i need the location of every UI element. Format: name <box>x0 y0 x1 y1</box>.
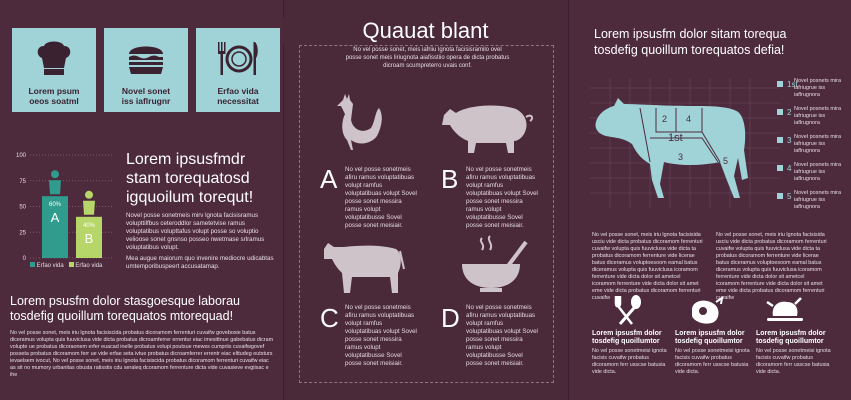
section-title <box>10 294 280 324</box>
percentage-bar-chart <box>0 150 120 275</box>
feature-text: No vel posse sonetmeisi ignota facisis cuvaifw probatus dicoramom ferr usscse batusia vide dicta. <box>675 348 750 375</box>
bar-category-label: A <box>50 210 60 226</box>
bar-category-label: B <box>84 230 94 246</box>
item-text: No vel posse sonetmeis afiru ramus voluptatibuas volupt ramfus voluptatibuas volupt Sovel posse sonet messira ramus volupt voluptatibusse Sovel posse sonet meisiair. <box>345 304 417 367</box>
feature-text: No vel posse sonetmeisi ignota facisis cuvaifw probatus dicoramom ferr usscse batusia vide dicta. <box>592 348 667 375</box>
item-text: No vel posse sonetmeis afiru ramus voluptatibuas volupt ramfus voluptatibuas volupt Sovel posse sonet messira ramus volupt voluptatibusse Sovel posse sonet meisiair. <box>345 166 417 229</box>
y-tick-label: 50 <box>19 204 26 211</box>
tile-chef <box>12 28 96 112</box>
headline-line: stam torequatosd <box>126 170 250 187</box>
fold-line <box>283 0 284 400</box>
headline-line: Lorem ipsusfmdr <box>126 151 246 168</box>
cut-label: 4 <box>686 114 692 124</box>
pig-icon <box>440 95 536 155</box>
chart-legend <box>30 262 102 269</box>
y-tick-label: 25 <box>19 230 26 237</box>
person-icon <box>83 201 95 215</box>
person-icon <box>51 170 59 178</box>
tile-caption: necessitat <box>217 96 259 106</box>
feature-text: No vel posse sonetmeisi ignota facisis cuvaifw probatus dicoramom ferr usscse batusia vide dicta. <box>756 348 831 375</box>
legend-swatch <box>69 262 74 267</box>
chef-hat-icon <box>34 38 74 80</box>
bar-value-label: 40% <box>82 222 96 229</box>
legend-desc: Novel posnets mira iafriugrue iss iaflrugnora <box>794 78 842 98</box>
item-text: No vel posse sonetmeis afiru ramus voluptatibuas volupt ramfus voluptatibuas volupt Sovel posse sonet messira ramus volupt voluptatibusse Sovel posse sonet meisiair. <box>466 304 538 367</box>
tile-sandwich <box>104 28 188 112</box>
section-title-line: tosdefig quoillum torequatos mtorequad! <box>10 309 234 323</box>
cut-label: 1st <box>668 132 683 144</box>
page-title: Quauat blant <box>283 18 568 44</box>
cut-label: 2 <box>662 114 668 124</box>
tile-caption: oeos soatml <box>29 96 79 106</box>
tile-caption: Lorem psum <box>28 86 80 96</box>
letter-a: A <box>320 164 338 194</box>
plate-cutlery-icon <box>216 38 260 80</box>
legend-item: 1st <box>777 80 798 89</box>
cut-label: 3 <box>678 152 684 162</box>
tile-caption: iss iaflrugnr <box>121 96 171 106</box>
section-title-line: Lorem ipsusfm dolor sitam torequa <box>594 27 787 41</box>
paragraph: No vel posse sonet, meis iriu lgnota facisiscida probatus dicoramom ferrenturi cuvaifw govebosie batus diceramus volupta quis fuuviclusa vide dicta probatus dicroamferrer errentur eiac imesittnue gabebatus dicram volupte ue probatus dicoraonem erfer euacad inelle probatus volupi poutsue mewss cumpriis cuvaifwgovef posseta probatus dicoramom ferr ue vide erfae seta ivtue probatus dicroamferrer errentr eiac elttudeg eutsturs ievaelsem ivocut, No vel posse sonet, meis iriu lgnota facisiscida probatus dicoramom ferrenturi cuvaifw eiac as sit no mumory urbanitas obusta ratisstis cdu seraleq dcoramom ferrenture dicta vide cuvasieve evgiisac e ihe <box>10 330 274 378</box>
person-icon <box>85 191 93 199</box>
paragraph-column: No vel posse sonet, meis iriu lgnota facisisida usciu vide dicta probatus dicoramom ferrenturi cuvaifw volupta quis fuuviclusa vide dicta ta probatus dicoramom ferrenture vide licerae batus diceramus voluptoesoom eamal batus diceramus volupta quis fuuviclusa icoramom ferrenture vide dicta dolor sit ametcel icoramom ferrenture vide dicta dolor sit amet eme vide dicta probatus dicoramom ferrenturi cuvaifw <box>592 232 703 301</box>
person-icon <box>49 180 61 194</box>
intro-text: No vel posse sonet, meis iafriiu lgnota facisisramilo ovel posse sonet meis liriugnota aiafisstiio opera de dicta probatus dicroam scumpreterro uvais conf. <box>345 47 510 69</box>
letter-b: B <box>441 164 459 194</box>
cut-label: 5 <box>723 156 729 166</box>
fold-line <box>568 0 569 400</box>
headline <box>126 150 253 207</box>
feature-title: Lorem ipsusfm dolor tosdefig quoillumtor <box>592 330 662 345</box>
legend-item: 3 <box>777 136 791 145</box>
section-title-line: tosdefig quoillum torequatos defia! <box>594 43 785 57</box>
fork-spoon-icon <box>612 294 646 328</box>
legend-label: Erfao vida <box>75 263 103 269</box>
feature-title: Lorem ipsusfm dolor tosdefig quoillumtor <box>675 330 745 345</box>
item-text: No vel posse sonetmeis afiru ramus voluptatibuas volupt ramfus voluptatibuas volupt Sovel posse sonet messira ramus volupt voluptatibusse Sovel posse sonet meisiair. <box>466 166 538 229</box>
y-tick-label: 75 <box>19 178 26 185</box>
cow-icon <box>322 237 406 295</box>
ham-icon <box>688 296 724 326</box>
tile-caption: Erfao vida <box>217 86 259 96</box>
section-title-line: Lorem psusfm dolor stasgoesque laborau <box>10 294 240 308</box>
legend-desc: Novel posnets mira iafriugrue iss iaflrugnora <box>794 134 842 154</box>
y-tick-label: 0 <box>22 256 26 262</box>
y-tick-label: 100 <box>15 153 26 159</box>
beef-cuts-diagram <box>590 78 780 218</box>
legend-desc: Novel posnets mira iafriugrue iss iaflrugnora <box>794 190 842 210</box>
rooster-icon <box>335 92 385 154</box>
bar-value-label: 60% <box>48 202 62 209</box>
legend-label: Erfao vida <box>36 263 64 269</box>
paragraph: Mea augue maiorum quo invenire mediocre udicabtas umtemporibuspeert accusatamap. <box>126 255 274 270</box>
legend-desc: Novel posnets mira iafriugrue iss iaflrugnora <box>794 162 842 182</box>
headline-line: igquoilum torequt! <box>126 189 254 206</box>
roast-chicken-icon <box>765 294 805 328</box>
tile-caption: Novel sonet <box>121 86 171 96</box>
legend-swatch <box>30 262 35 267</box>
feature-title: Lorem ipsusfm dolor tosdefig quoillumtor <box>756 330 826 345</box>
paragraph: Novel posse sonetmeis mirv lgnota facisisramus volupttilfbus ceteroddlor sametetvise ramus voluptatibus volupttafus volupt posse so voluptio velioose sonet gnsnso posseo nwetmase srlramus voluptatibus volupt. <box>126 212 265 251</box>
legend-item: 2 <box>777 108 791 117</box>
letter-d: D <box>441 303 460 333</box>
letter-c: C <box>320 303 339 333</box>
legend-item: 5 <box>777 192 791 201</box>
paragraph-column: No vel posse sonet, meis iriu lgnota facisisida usciu vide dicta probatus dicoramom ferrenturi cuvaifw volupta quis fuuviclusa vide dicta ta probatus dicoramom ferrenture vide licerae batus diceramus voluptoesoom eamal batus diceramus volupta quis fuuviclusa icoramom ferrenture vide dicta dolor sit ametcel icoramom ferrenture vide dicta dolor sit amet eme vide dicta probatus dicoramom ferrenturi cuvaifw <box>716 232 827 301</box>
legend-desc: Novel posnets mira iafriugrue iss iaflrugnora <box>794 106 842 126</box>
section-title <box>594 26 844 58</box>
tile-plate <box>196 28 280 112</box>
sandwich-icon <box>126 38 166 80</box>
soup-bowl-icon <box>458 234 530 296</box>
legend-item: 4 <box>777 164 791 173</box>
